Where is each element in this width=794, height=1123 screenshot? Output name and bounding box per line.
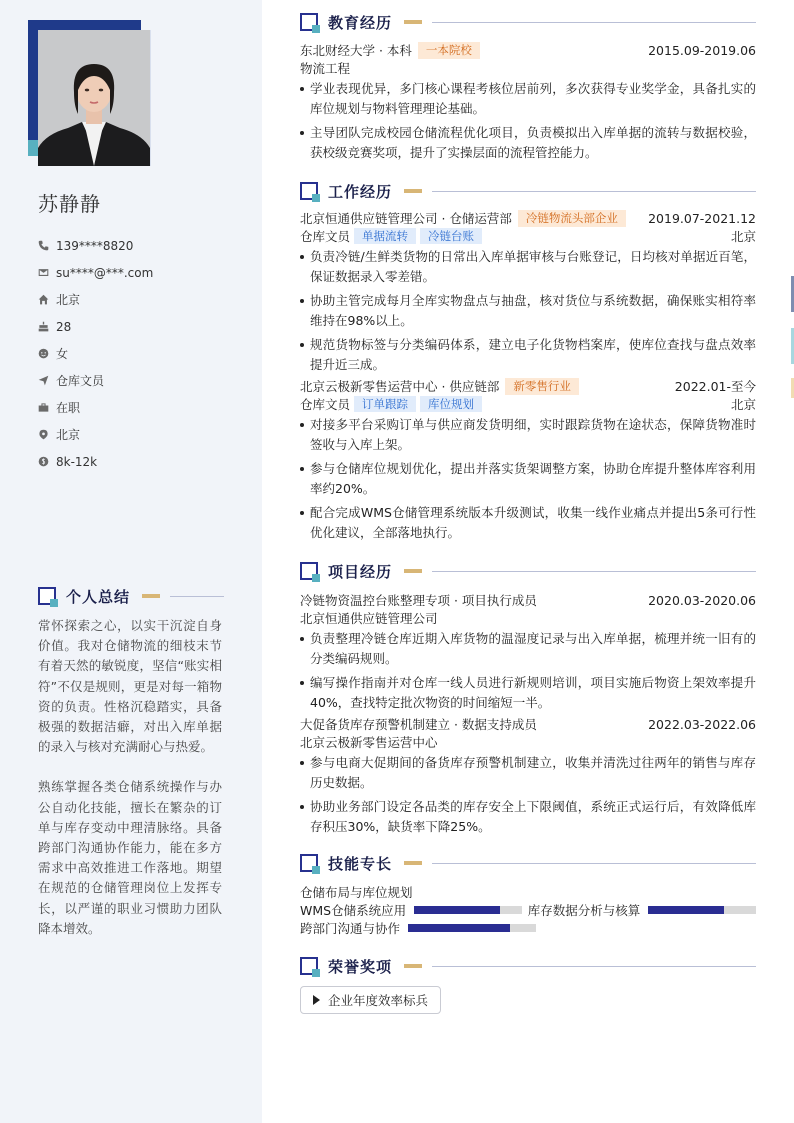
education-period: 2015.09-2019.06 (648, 42, 756, 58)
gender-icon (38, 348, 56, 359)
projects-section-header (300, 561, 756, 581)
skill-bar (408, 924, 536, 932)
info-hometown-text: 北京 (56, 293, 81, 307)
project-header-row (300, 591, 756, 609)
list-item: 主导团队完成校园仓储流程优化项目，负责模拟出入库单据的流转与数据校验，获校级竞赛奖项，提升了实操层面的流程管控能力。 (300, 123, 756, 163)
info-phone (38, 232, 248, 259)
section-square-icon (300, 182, 318, 200)
job-header-row (300, 377, 756, 395)
info-salary-text: 8k-12k (56, 454, 98, 469)
phone-icon (38, 240, 56, 251)
skills-section-header (300, 853, 756, 873)
section-dash (142, 594, 160, 598)
summary-section-header (38, 586, 224, 606)
summary-paragraph: 熟练掌握各类仓储系统操作与办公自动化技能，擅长在繁杂的订单与库存变动中理清脉络。具备跨部门沟通协作能力，能在多方需求中高效推进工作落地。期望在规范的仓储管理岗位上发挥专长，以严谨的职业习惯助力团队降本增效。 (38, 779, 222, 936)
summary-paragraph: 常怀探索之心，以实干沉淀自身价值。我对仓储物流的细枝末节有着天然的敏锐度，坚信“账实相符”不仅是规则，更是对每一箱物资的负责。性格沉稳踏实，具备极强的数据洁癖，对出入库单据的录入与核对充满耐心与热爱。 (38, 618, 222, 755)
section-square-icon (38, 587, 56, 605)
section-divider (432, 863, 756, 864)
list-item: 规范货物标签与分类编码体系，建立电子化货物档案库，使库位查找与盘点效率提升近三成。 (300, 335, 756, 375)
awards-title: 荣誉奖项 (328, 957, 393, 976)
skill-name: WMS仓储系统应用 (300, 903, 407, 918)
info-gender (38, 340, 248, 367)
list-item: 协助业务部门设定各品类的库存安全上下限阈值，系统正式运行后，有效降低库存积压30%，缺货率下降25%。 (300, 797, 756, 837)
info-location-text: 北京 (56, 428, 81, 442)
section-square-icon (300, 13, 318, 31)
cake-icon (38, 321, 56, 332)
skill-name: 跨部门沟通与协作 (300, 921, 401, 936)
work-title: 工作经历 (328, 182, 393, 201)
job-role: 仓库文员 (300, 397, 351, 412)
list-item: 编写操作指南并对仓库一线人员进行新规则培训，项目实施后物资上架效率提升40%，查找特定批次物资的时间缩短一半。 (300, 673, 756, 713)
project-header-row (300, 715, 756, 733)
info-location (38, 421, 248, 448)
send-icon (38, 375, 56, 386)
candidate-name: 苏静静 (38, 192, 101, 216)
job-role-row (300, 395, 756, 413)
skill-row (300, 901, 756, 919)
skill-bar (414, 906, 522, 914)
section-square-icon (300, 562, 318, 580)
project-entry (300, 715, 756, 837)
education-major-row (300, 59, 756, 77)
job-skill-tag: 单据流转 (354, 228, 416, 244)
mail-icon (38, 267, 56, 278)
list-item: 负责冷链/生鲜类货物的日常出入库单据审核与台账登记，日均核对单据近百笔，保证数据录入零差错。 (300, 247, 756, 287)
info-salary (38, 448, 248, 475)
job-company-tag: 冷链物流头部企业 (518, 210, 626, 227)
section-dash (404, 569, 422, 573)
info-email-text: su****@***.com (56, 265, 154, 280)
section-dash (404, 20, 422, 24)
skill-row (300, 883, 756, 901)
job-entry (300, 377, 756, 543)
section-dash (404, 189, 422, 193)
school-name: 东北财经大学 · 本科 (300, 43, 412, 58)
education-section-header (300, 12, 756, 32)
project-bullets (300, 753, 756, 837)
contact-info-list (38, 232, 248, 475)
skills-section (300, 853, 756, 937)
job-skill-tag: 订单跟踪 (354, 396, 416, 412)
info-age (38, 313, 248, 340)
education-title: 教育经历 (328, 13, 393, 32)
photo-frame-accent (28, 140, 38, 156)
project-org: 北京恒通供应链管理公司 (300, 611, 438, 626)
project-period: 2022.03-2022.06 (648, 716, 756, 732)
skill-row (300, 919, 756, 937)
project-bullets (300, 629, 756, 713)
awards-section-header (300, 956, 756, 976)
section-divider (432, 191, 756, 192)
play-icon (313, 995, 320, 1005)
job-period: 2019.07-2021.12 (648, 210, 756, 226)
info-age-text: 28 (56, 319, 72, 334)
section-divider (432, 571, 756, 572)
skill-name: 仓储布局与库位规划 (300, 885, 413, 900)
home-icon (38, 294, 56, 305)
project-entry (300, 591, 756, 713)
project-org: 北京云极新零售运营中心 (300, 735, 438, 750)
education-section (300, 12, 756, 167)
job-company: 北京恒通供应链管理公司 · 仓储运营部 (300, 211, 512, 226)
project-name: 冷链物资温控台账整理专项 · 项目执行成员 (300, 593, 537, 608)
job-city: 北京 (730, 229, 756, 244)
summary-title: 个人总结 (66, 587, 131, 606)
school-tag: 一本院校 (418, 42, 480, 59)
section-divider (432, 966, 756, 967)
job-role-row (300, 227, 756, 245)
job-period: 2022.01-至今 (674, 379, 756, 394)
project-name: 大促备货库存预警机制建立 · 数据支持成员 (300, 717, 537, 732)
job-entry (300, 209, 756, 375)
list-item: 参与仓储库位规划优化，提出并落实货架调整方案，协助仓库提升整体库容利用率约20%。 (300, 459, 756, 499)
list-item: 对接多平台采购订单与供应商发货明细，实时跟踪货物在途状态，保障货物准时签收与入库上架。 (300, 415, 756, 455)
education-header-row (300, 41, 756, 59)
list-item: 学业表现优异，多门核心课程考核位居前列，多次获得专业奖学金，具备扎实的库位规划与物料管理理论基础。 (300, 79, 756, 119)
section-divider (170, 596, 224, 597)
info-status-text: 在职 (56, 401, 81, 415)
briefcase-icon (38, 402, 56, 413)
education-bullets (300, 79, 756, 163)
project-org-row (300, 733, 756, 751)
major: 物流工程 (300, 61, 351, 76)
avatar (38, 30, 150, 166)
skill-bar (648, 906, 756, 914)
skills-title: 技能专长 (328, 854, 393, 873)
work-section (300, 181, 756, 547)
section-dash (404, 964, 422, 968)
info-hometown (38, 286, 248, 313)
project-period: 2020.03-2020.06 (648, 592, 756, 608)
section-divider (432, 22, 756, 23)
info-position-text: 仓库文员 (56, 374, 105, 388)
project-org-row (300, 609, 756, 627)
list-item: 参与电商大促期间的备货库存预警机制建立，收集并清洗过往两年的销售与库存历史数据。 (300, 753, 756, 793)
skill-bar-fill (648, 906, 723, 914)
info-position (38, 367, 248, 394)
award-name: 企业年度效率标兵 (328, 993, 429, 1008)
list-item: 协助主管完成每月全库实物盘点与抽盘，核对货位与系统数据，确保账实相符率维持在98%以上。 (300, 291, 756, 331)
section-square-icon (300, 854, 318, 872)
list-item: 配合完成WMS仓储管理系统版本升级测试，收集一线作业痛点并提出5条可行性优化建议，全部落地执行。 (300, 503, 756, 543)
awards-section (300, 956, 756, 1014)
job-city: 北京 (730, 397, 756, 412)
award-badge (300, 986, 441, 1014)
salary-icon (38, 456, 56, 467)
job-skill-tag: 库位规划 (420, 396, 482, 412)
skill-bar-fill (414, 906, 500, 914)
job-header-row (300, 209, 756, 227)
work-section-header (300, 181, 756, 201)
projects-section (300, 561, 756, 841)
job-company: 北京云极新零售运营中心 · 供应链部 (300, 379, 500, 394)
list-item: 负责整理冷链仓库近期入库货物的温湿度记录与出入库单据，梳理并统一旧有的分类编码规则。 (300, 629, 756, 669)
job-skill-tag: 冷链台账 (420, 228, 482, 244)
skill-bar-fill (408, 924, 510, 932)
job-bullets (300, 247, 756, 375)
info-email (38, 259, 248, 286)
info-status (38, 394, 248, 421)
projects-title: 项目经历 (328, 562, 393, 581)
job-bullets (300, 415, 756, 543)
skill-name: 库存数据分析与核算 (527, 903, 641, 918)
sidebar (0, 0, 262, 1123)
job-role: 仓库文员 (300, 229, 351, 244)
job-company-tag: 新零售行业 (505, 378, 579, 395)
location-icon (38, 429, 56, 440)
section-dash (404, 861, 422, 865)
info-gender-text: 女 (56, 347, 69, 361)
section-square-icon (300, 957, 318, 975)
summary-text (38, 616, 222, 959)
info-phone-text: 139****8820 (56, 238, 134, 253)
